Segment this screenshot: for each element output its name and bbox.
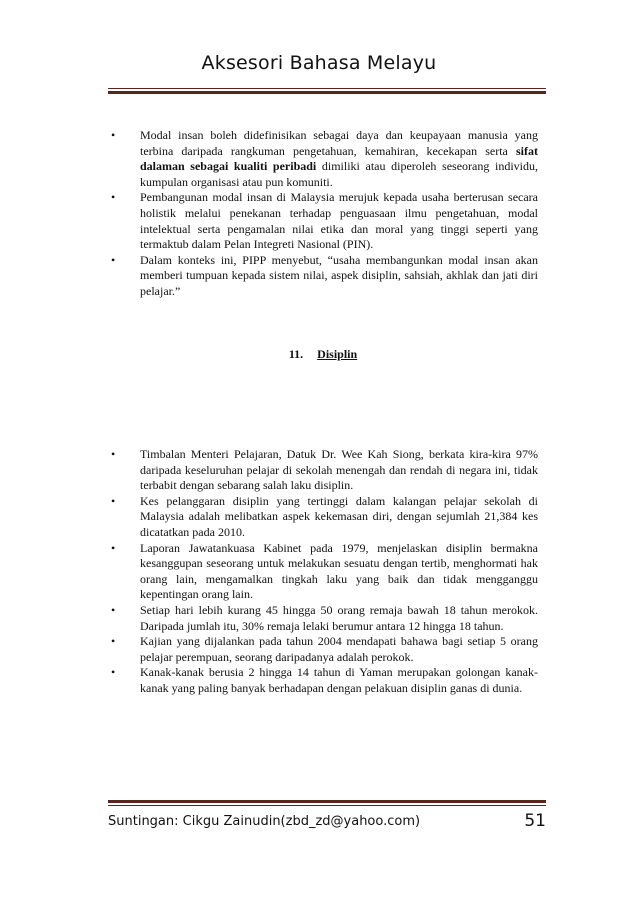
list-item-text: Timbalan Menteri Pelajaran, Datuk Dr. Wee Kah Siong, berkata kira-kira 97% daripada keseluruhan pelajar di sekolah menengah dan rendah di negara ini, tidak terbabit dengan sebarang salah laku disiplin. [140, 447, 538, 493]
list-item [108, 634, 538, 665]
page-number: 51 [524, 811, 546, 831]
footer-rule-thin [108, 805, 546, 806]
list-item-text: Kanak-kanak berusia 2 hingga 14 tahun di Yaman merupakan golongan kanak-kanak yang paling banyak berhadapan dengan pelakuan disiplin ganas di dunia. [140, 665, 538, 695]
footer-rule-thick [108, 800, 546, 803]
list-item-text-pre: Modal insan boleh didefinisikan sebagai daya dan keupayaan manusia yang terbina daripada rangkuman pengetahuan, kemahiran, kecekapan serta [140, 128, 538, 158]
list-item [108, 253, 538, 300]
list-item [108, 665, 538, 696]
list-item-text: Kajian yang dijalankan pada tahun 2004 mendapati bahawa bagi setiap 5 orang pelajar perempuan, seorang daripadanya adalah perokok. [140, 634, 538, 664]
bullet-icon: • [111, 128, 116, 142]
list-item [108, 447, 538, 494]
bullet-icon: • [111, 447, 116, 461]
list-item [108, 190, 538, 252]
list-item [108, 494, 538, 541]
list-item-text-post: dimiliki atau diperoleh seseorang individu, kumpulan organisasi atau pun komuniti. [140, 159, 538, 189]
section-heading [108, 347, 538, 362]
page-header-title: Aksesori Bahasa Melayu [201, 52, 437, 74]
list-item-text-bold: sifat dalaman sebagai kualiti peribadi [140, 143, 538, 174]
list-item-text: Laporan Jawatankuasa Kabinet pada 1979, menjelaskan disiplin bermakna kesanggupan seseorang untuk melakukan sesuatu dengan tertib, menghormati hak orang lain, mengamalkan tingkah laku yang baik dan tidak mengganggu kepentingan orang lain. [140, 540, 538, 602]
footer-credit: Suntingan: Cikgu Zainudin(zbd_zd@yahoo.com) [108, 814, 421, 829]
bullet-icon: • [111, 493, 116, 508]
modal-insan-list [108, 128, 538, 300]
list-item-text: Setiap hari lebih kurang 45 hingga 50 orang remaja bawah 18 tahun merokok. Daripada jumlah itu, 30% remaja lelaki berumur antara 12 hingga 18 tahun. [140, 602, 538, 633]
disiplin-section [108, 447, 538, 697]
list-item-text: Kes pelanggaran disiplin yang tertinggi dalam kalangan pelajar sekolah di Malaysia adalah melibatkan aspek kekemasan diri, dengan sejumlah 21,384 kes dicatatkan pada 2010. [140, 493, 538, 539]
bullet-icon: • [111, 190, 116, 205]
bullet-icon: • [111, 252, 116, 267]
list-item-text: Dalam konteks ini, PIPP menyebut, “usaha membangunkan modal insan akan memberi tumpuan kepada sistem nilai, aspek disiplin, sahsiah, akhlak dan jati diri pelajar.” [140, 252, 538, 298]
list-item [108, 541, 538, 603]
section-number: 11. [288, 347, 304, 361]
list-item [108, 603, 538, 634]
disiplin-list [108, 447, 538, 697]
header-rule-thick [108, 91, 546, 94]
bullet-icon: • [111, 665, 116, 680]
bullet-icon: • [111, 540, 116, 555]
list-item [108, 128, 538, 190]
bullet-icon: • [111, 634, 116, 649]
section-title: Disiplin [317, 347, 358, 361]
bullet-icon: • [111, 602, 116, 617]
modal-insan-section [108, 128, 538, 300]
header-rule-thin [108, 88, 546, 89]
list-item-text: Pembangunan modal insan di Malaysia merujuk kepada usaha berterusan secara holistik melalui penekanan terhadap penguasaan ilmu pengetahuan, modal intelektual serta pengamalan nilai etika dan moral yang tinggi seperti yang termaktub dalam Pelan Integreti Nasional (PIN). [140, 190, 538, 252]
